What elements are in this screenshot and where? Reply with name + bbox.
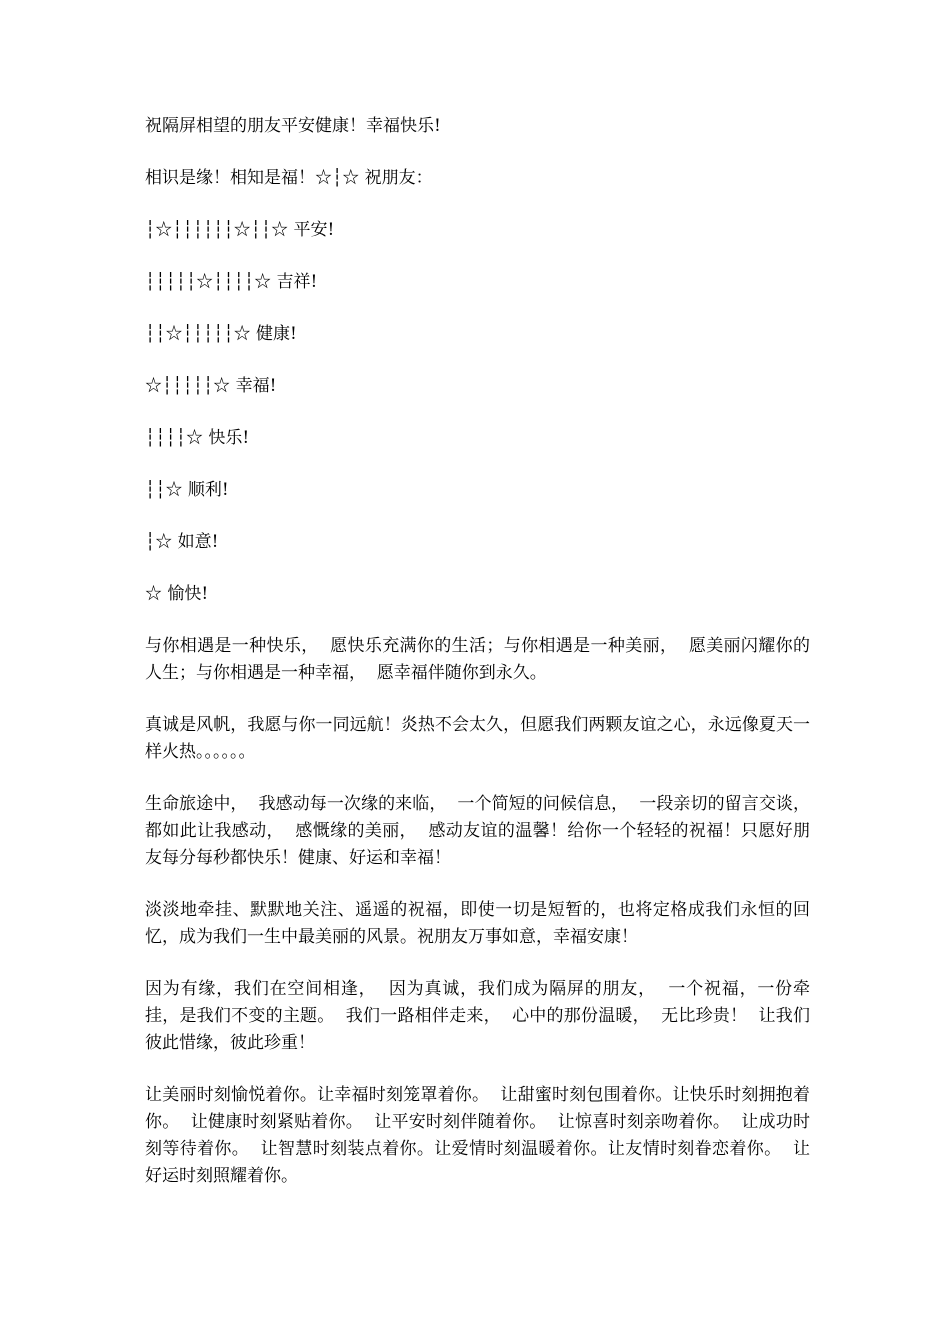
paragraph-wish-joy: ┆┆┆┆☆ 快乐! [145, 428, 250, 448]
paragraph-blessings: 让美丽时刻愉悦着你。让幸福时刻笼罩着你。 让甜蜜时刻包围着你。让快乐时刻拥抱着你。 让健康时刻紧贴着你。 让平安时刻伴随着你。 让惊喜时刻亲吻着你。 让成功时刻等待着你。 让智慧时刻装点着你。让爱情时刻温暖着你。让友情时刻眷恋着你。 让好运时刻照耀着你。 [145, 1085, 810, 1186]
paragraph-wish-happiness: ☆┆┆┆┆┆☆ 幸福! [145, 376, 277, 396]
paragraph-wish-pleasant: ☆ 愉快! [145, 584, 209, 604]
paragraph-journey: 生命旅途中， 我感动每一次缘的来临， 一个简短的问候信息， 一段亲切的留言交谈， 都如此让我感动， 感慨缘的美丽， 感动友谊的温馨！给你一个轻轻的祝福！只愿好朋友每分每秒都快乐！健康、好运和幸福！ [145, 794, 821, 868]
paragraph-wish-luck: ┆┆┆┆┆☆┆┆┆┆☆ 吉祥! [145, 272, 318, 292]
document-page [145, 0, 821, 1215]
paragraph-meeting: 与你相遇是一种快乐， 愿快乐充满你的生活；与你相遇是一种美丽， 愿美丽闪耀你的人生；与你相遇是一种幸福， 愿幸福伴随你到永久。 [145, 636, 810, 683]
paragraph-greeting: 祝隔屏相望的朋友平安健康！幸福快乐! [145, 116, 441, 136]
paragraph-wish-peace: ┆☆┆┆┆┆┆┆☆┆┆☆ 平安! [145, 220, 335, 240]
paragraph-fate: 因为有缘，我们在空间相逢， 因为真诚，我们成为隔屏的朋友， 一个祝福，一份牵挂，是我们不变的主题。 我们一路相伴走来， 心中的那份温暖， 无比珍贵！ 让我们彼此惜缘，彼此珍重！ [145, 979, 810, 1053]
paragraph-wish-smooth: ┆┆☆ 顺利! [145, 480, 229, 500]
paragraph-wish-content: ┆☆ 如意! [145, 532, 219, 552]
paragraph-wish-health: ┆┆☆┆┆┆┆┆☆ 健康! [145, 324, 297, 344]
paragraph-memories: 淡淡地牵挂、默默地关注、遥遥的祝福，即使一切是短暂的，也将定格成我们永恒的回忆，成为我们一生中最美丽的风景。祝朋友万事如意，幸福安康！ [145, 900, 810, 947]
paragraph-intro: 相识是缘！相知是福！☆┆☆ 祝朋友： [145, 168, 433, 188]
paragraph-sincerity: 真诚是风帆，我愿与你一同远航！炎热不会太久，但愿我们两颗友谊之心，永远像夏天一样火热。。。。。。 [145, 715, 810, 762]
